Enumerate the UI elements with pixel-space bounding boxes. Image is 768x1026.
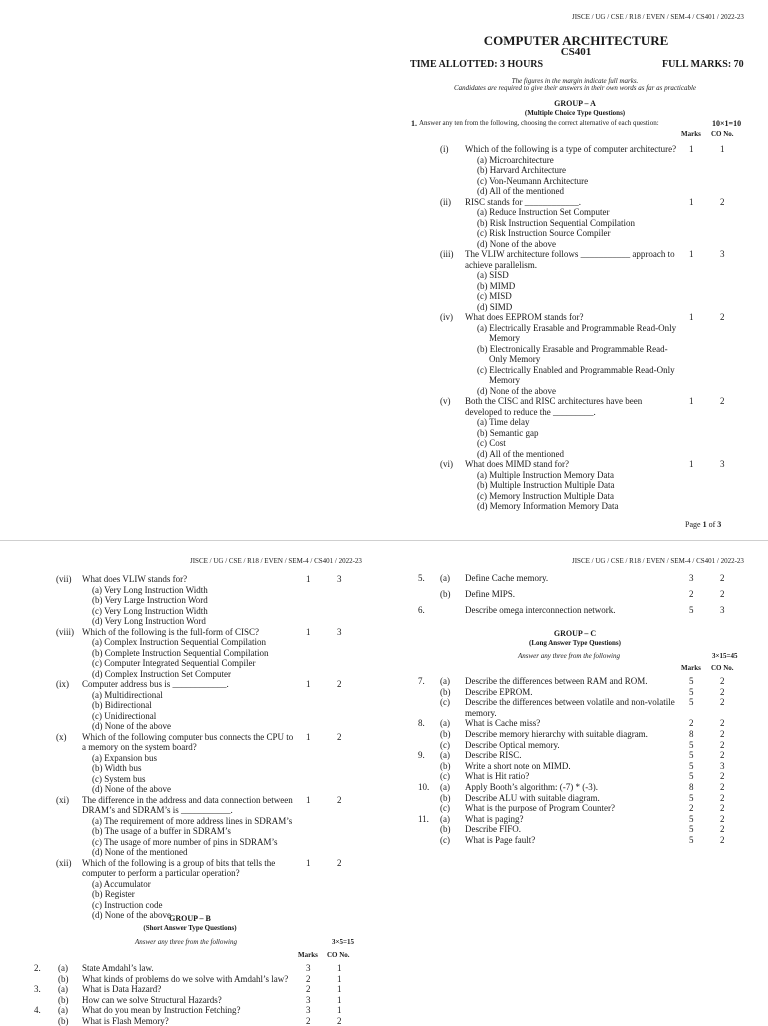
group-b-instruction [135,939,237,946]
instr-c-part-b: three [552,652,567,660]
question-option: (a) Microarchitecture [477,154,554,165]
row-text-cont: memory. [465,707,497,718]
row-co: 2 [720,739,725,750]
question-option: (d) None of the above [477,238,556,249]
question-option: (c) System bus [92,773,146,784]
row-number: 6. [418,605,425,615]
question-option: (a) Reduce Instruction Set Computer [477,207,610,217]
time-allotted: TIME ALLOTTED: 3 HOURS [410,59,544,70]
p3-col-marks-header: Marks [681,664,701,672]
row-sub: (b) [440,792,451,803]
instr-part-c: from the following [183,938,237,946]
row-co: 3 [720,760,725,771]
row-co: 1 [337,973,342,984]
question-option: (c) Computer Integrated Sequential Compiler [92,658,256,668]
row-number: 2. [34,963,41,973]
row-sub: (c) [440,697,450,708]
question-co: 2 [337,679,342,689]
page1-header-line: JISCE / UG / CSE / R18 / EVEN / SEM-4 / CS401 / 2022-23 [572,13,744,21]
row-sub: (a) [440,718,450,729]
row-marks: 3 [306,963,311,973]
question-option: (d) None of the above [92,784,171,794]
row-sub: (a) [58,1005,68,1015]
question-text: Computer address bus is ____________. [82,679,229,689]
question-number: (ii) [440,196,451,207]
question-option: (c) Very Long Instruction Width [92,605,208,616]
question-option: (b) Risk Instruction Sequential Compilation [477,217,635,228]
row-sub: (b) [440,824,451,835]
row-co: 1 [337,994,342,1005]
question-option: (d) None of the above [477,385,556,396]
instruction-line-2: Candidates are required to give their answers in their own words as far as practicable [453,84,696,92]
question-marks: 1 [689,196,694,207]
question-option: (c) Cost [477,438,506,448]
row-marks: 2 [689,589,694,599]
row-co: 2 [720,729,725,739]
question-text-cont: DRAM’s and SDRAM’s is ___________. [82,805,233,815]
group-a-heading: GROUP – A [554,99,596,108]
row-text: What is Page fault? [465,835,536,845]
question-number: (iii) [440,249,454,259]
question-co: 2 [337,731,342,742]
question-option: (a) SISD [477,270,509,280]
row-sub: (c) [440,803,450,814]
row-marks: 5 [689,605,694,615]
question-option: (b) Multiple Instruction Multiple Data [477,480,615,490]
row-co: 2 [720,697,725,708]
question-marks: 1 [306,574,311,584]
row-marks: 5 [689,813,694,824]
row-number: 3. [34,984,41,994]
question-marks: 1 [689,312,694,322]
row-sub: (c) [440,835,450,845]
question-number: (v) [440,396,451,406]
question-number: (vii) [56,574,72,584]
row-text: What is Data Hazard? [82,984,162,994]
row-co: 2 [720,676,725,686]
row-co: 2 [720,718,725,729]
question-number: (viii) [56,626,74,637]
row-co: 2 [720,782,725,792]
q1-total-marks: 10×1=10 [712,119,742,128]
question-option: (b) Very Large Instruction Word [92,595,208,605]
question-text-cont: a memory on the system board? [82,742,197,752]
row-marks: 5 [689,676,694,686]
row-marks: 2 [306,984,311,994]
page-divider [0,540,768,541]
question-option: Memory [489,375,520,385]
col-co-header: CO No. [711,130,734,138]
row-co: 2 [337,1015,342,1026]
question-co: 3 [720,459,725,469]
question-marks: 1 [689,144,694,154]
row-marks: 8 [689,782,694,792]
question-number: (vi) [440,459,453,469]
row-marks: 2 [306,973,311,984]
row-marks: 2 [689,718,694,729]
row-text: What is paging? [465,813,524,824]
question-marks: 1 [306,794,311,805]
row-marks: 3 [689,573,694,583]
question-option: (d) All of the mentioned [477,448,564,459]
row-number: 5. [418,573,425,583]
question-option: (b) Electronically Erasable and Programmable Read- [477,343,668,354]
row-sub: (a) [58,984,68,994]
page-number: 1 [702,520,707,529]
question-marks: 1 [689,459,694,469]
question-marks: 1 [306,857,311,868]
question-text-cont: computer to perform a particular operation? [82,868,240,878]
question-option: (c) Von-Neumann Architecture [477,175,589,186]
question-text: What does MIMD stand for? [465,459,569,469]
row-text: Describe omega interconnection network. [465,605,616,615]
question-marks: 1 [306,626,311,637]
row-text: State Amdahl’s law. [82,963,154,973]
question-option: (a) Complex Instruction Sequential Compilation [92,637,266,647]
page-total: 3 [717,520,722,529]
question-marks: 1 [689,249,694,259]
row-marks: 5 [689,771,694,782]
page-label: Page [685,520,701,529]
question-text: Which of the following computer bus connects the CPU to [82,731,294,742]
row-co: 2 [720,792,725,803]
q1-instruction: Answer any ten from the following, choosing the correct alternative of each question: [419,119,659,127]
page2-header-line: JISCE / UG / CSE / R18 / EVEN / SEM-4 / CS401 / 2022-23 [190,557,362,565]
row-co: 2 [720,589,725,599]
row-sub: (b) [440,760,451,771]
row-text: Write a short note on MIMD. [465,760,571,771]
row-sub: (a) [440,782,450,792]
question-option: (c) Memory Instruction Multiple Data [477,490,614,501]
row-number: 9. [418,750,425,761]
row-co: 2 [720,803,725,814]
question-option: (a) The requirement of more address lines in SDRAM’s [92,815,293,826]
question-text: Which of the following is a group of bits that tells the [82,857,276,868]
instr-part-a: Answer any [135,938,170,946]
question-option: (b) Width bus [92,763,142,773]
page3-header-line: JISCE / UG / CSE / R18 / EVEN / SEM-4 / CS401 / 2022-23 [572,557,744,565]
question-text: The VLIW architecture follows ___________ approach to [465,249,675,259]
row-marks: 5 [689,739,694,750]
question-option: (b) Harvard Architecture [477,165,566,175]
row-text: How can we solve Structural Hazards? [82,994,222,1005]
row-text: Describe the differences between RAM and ROM. [465,676,648,686]
row-marks: 3 [306,994,311,1005]
row-sub: (b) [58,994,69,1005]
row-marks: 3 [306,1005,311,1015]
row-text: Define Cache memory. [465,573,549,583]
question-co: 2 [720,312,725,322]
row-number: 4. [34,1005,41,1015]
question-option: (c) Risk Instruction Source Compiler [477,228,611,238]
row-sub: (a) [440,573,450,583]
row-co: 2 [720,573,725,583]
group-b-subheading: (Short Answer Type Questions) [143,924,237,932]
row-co: 2 [720,686,725,697]
question-option: (c) Instruction code [92,899,163,910]
row-marks: 5 [689,824,694,835]
row-marks: 5 [689,792,694,803]
question-option: (a) Electrically Erasable and Programmable Read-Only [477,322,677,333]
row-text: What kinds of problems do we solve with Amdahl’s law? [82,973,289,984]
row-marks: 5 [689,686,694,697]
p3-col-co-header: CO No. [711,664,734,672]
row-number: 11. [418,813,429,824]
row-marks: 5 [689,697,694,708]
row-text: What is Hit ratio? [465,771,530,782]
exam-title: COMPUTER ARCHITECTURE [483,33,669,48]
row-text: Define MIPS. [465,589,515,599]
row-sub: (b) [58,973,69,984]
question-number: (ix) [56,679,69,689]
row-co: 1 [337,1005,342,1015]
full-marks: FULL MARKS: 70 [662,59,744,70]
row-number: 8. [418,718,425,729]
group-c-marks: 3×15=45 [712,652,738,660]
question-option: (a) Expansion bus [92,752,157,763]
row-text: What is Flash Memory? [82,1015,169,1026]
row-text: What is Cache miss? [465,718,541,729]
question-option: (b) The usage of a buffer in SDRAM’s [92,826,231,836]
row-co: 2 [720,835,725,845]
row-sub: (a) [58,963,68,973]
question-option: (d) None of the above [92,721,171,731]
question-option: (c) Electrically Enabled and Programmable Read-Only [477,364,675,375]
question-option: (d) SIMD [477,301,513,312]
row-sub: (a) [440,813,450,824]
question-text: Which of the following is a type of computer architecture? [465,144,677,154]
row-text: What is the purpose of Program Counter? [465,803,615,814]
question-co: 2 [720,196,725,207]
question-marks: 1 [306,679,311,689]
question-text: What does EEPROM stands for? [465,312,584,322]
question-option: (b) Register [92,889,135,899]
row-co: 2 [720,824,725,835]
question-co: 1 [720,144,725,154]
question-text: What does VLIW stands for? [82,574,188,584]
question-co: 3 [720,249,725,259]
question-co: 2 [337,794,342,805]
course-code: CS401 [560,46,592,58]
row-sub: (c) [440,771,450,782]
question-marks: 1 [306,731,311,742]
question-option: (a) Multiple Instruction Memory Data [477,469,614,480]
row-text: Describe RISC. [465,750,522,761]
q1-number: 1. [411,119,417,128]
p2-col-marks-header: Marks [298,951,318,959]
row-text: Describe EPROM. [465,686,533,697]
row-text: Describe Optical memory. [465,739,560,750]
question-option: (b) Complete Instruction Sequential Compilation [92,647,269,658]
group-b-heading: GROUP – B [169,914,211,923]
row-number: 7. [418,676,425,686]
row-text: Describe ALU with suitable diagram. [465,792,600,803]
question-text: Which of the following is the full-form of CISC? [82,626,259,637]
question-option: (c) Unidirectional [92,710,157,721]
question-option: Memory [489,333,520,343]
row-text: What do you mean by Instruction Fetching? [82,1005,241,1015]
group-b-marks: 3×5=15 [332,938,354,946]
instruction-line-1: The figures in the margin indicate full marks. [511,77,639,85]
question-option: (b) Semantic gap [477,427,539,438]
row-co: 2 [720,771,725,782]
question-option: (c) The usage of more number of pins in SDRAM’s [92,836,278,847]
group-a-subheading: (Multiple Choice Type Questions) [524,109,626,117]
question-option: (d) None of the above [92,910,171,920]
question-number: (iv) [440,312,453,322]
row-text: Describe memory hierarchy with suitable diagram. [465,729,648,739]
question-option: (a) Multidirectional [92,689,163,700]
question-text: Both the CISC and RISC architectures have been [465,396,643,406]
row-sub: (b) [440,729,451,739]
question-option: (d) Very Long Instruction Word [92,616,206,626]
question-option: (b) MIMD [477,280,516,291]
question-number: (x) [56,731,67,742]
question-option: (d) All of the mentioned [477,186,564,196]
question-number: (i) [440,144,449,154]
question-marks: 1 [689,396,694,406]
row-sub: (b) [440,589,451,599]
question-number: (xi) [56,794,69,805]
question-option: (a) Very Long Instruction Width [92,584,208,595]
row-text: Describe the differences between volatile and non-volatile [465,697,675,708]
question-option: (a) Accumulator [92,878,151,889]
row-number: 10. [418,782,430,792]
row-marks: 5 [689,835,694,845]
row-marks: 5 [689,750,694,761]
question-text: RISC stands for ____________. [465,196,582,207]
row-sub: (b) [58,1015,69,1026]
group-c-heading: GROUP – C [553,629,597,638]
question-option: (c) MISD [477,291,512,301]
question-co: 2 [337,857,342,868]
question-option: (d) None of the mentioned [92,847,188,857]
p2-col-co-header: CO No. [327,951,350,959]
instr-c-part-a: Answer any [518,652,553,660]
instr-c-part-c: from the following [566,652,620,660]
question-co: 3 [337,574,342,584]
col-marks-header: Marks [681,130,701,138]
page-footer [685,521,721,529]
group-c-instruction [518,653,620,660]
row-text: Apply Booth’s algorithm: (-7) * (-3). [465,782,598,792]
row-text: Describe FIFO. [465,824,521,835]
row-marks: 5 [689,760,694,771]
row-co: 3 [720,605,725,615]
row-sub: (a) [440,676,450,686]
row-co: 1 [337,984,342,994]
instr-part-b: three [169,938,184,946]
question-text: The difference in the address and data connection between [82,794,293,805]
row-co: 2 [720,813,725,824]
row-sub: (a) [440,750,450,761]
row-marks: 2 [689,803,694,814]
question-text-cont: developed to reduce the _________. [465,406,596,417]
page-of: of [708,520,716,529]
question-co: 2 [720,396,725,406]
row-sub: (c) [440,739,450,750]
question-option: (d) Complex Instruction Set Computer [92,668,231,679]
row-marks: 8 [689,729,694,739]
question-option: (b) Bidirectional [92,700,152,710]
row-co: 2 [720,750,725,761]
question-text-cont: achieve parallelism. [465,259,537,270]
question-option: (a) Time delay [477,417,530,427]
row-marks: 2 [306,1015,311,1026]
group-c-subheading: (Long Answer Type Questions) [529,639,621,647]
question-co: 3 [337,626,342,637]
row-co: 1 [337,963,342,973]
question-number: (xii) [56,857,72,868]
question-option: Only Memory [489,354,541,364]
question-option: (d) Memory Information Memory Data [477,501,619,511]
row-sub: (b) [440,686,451,697]
